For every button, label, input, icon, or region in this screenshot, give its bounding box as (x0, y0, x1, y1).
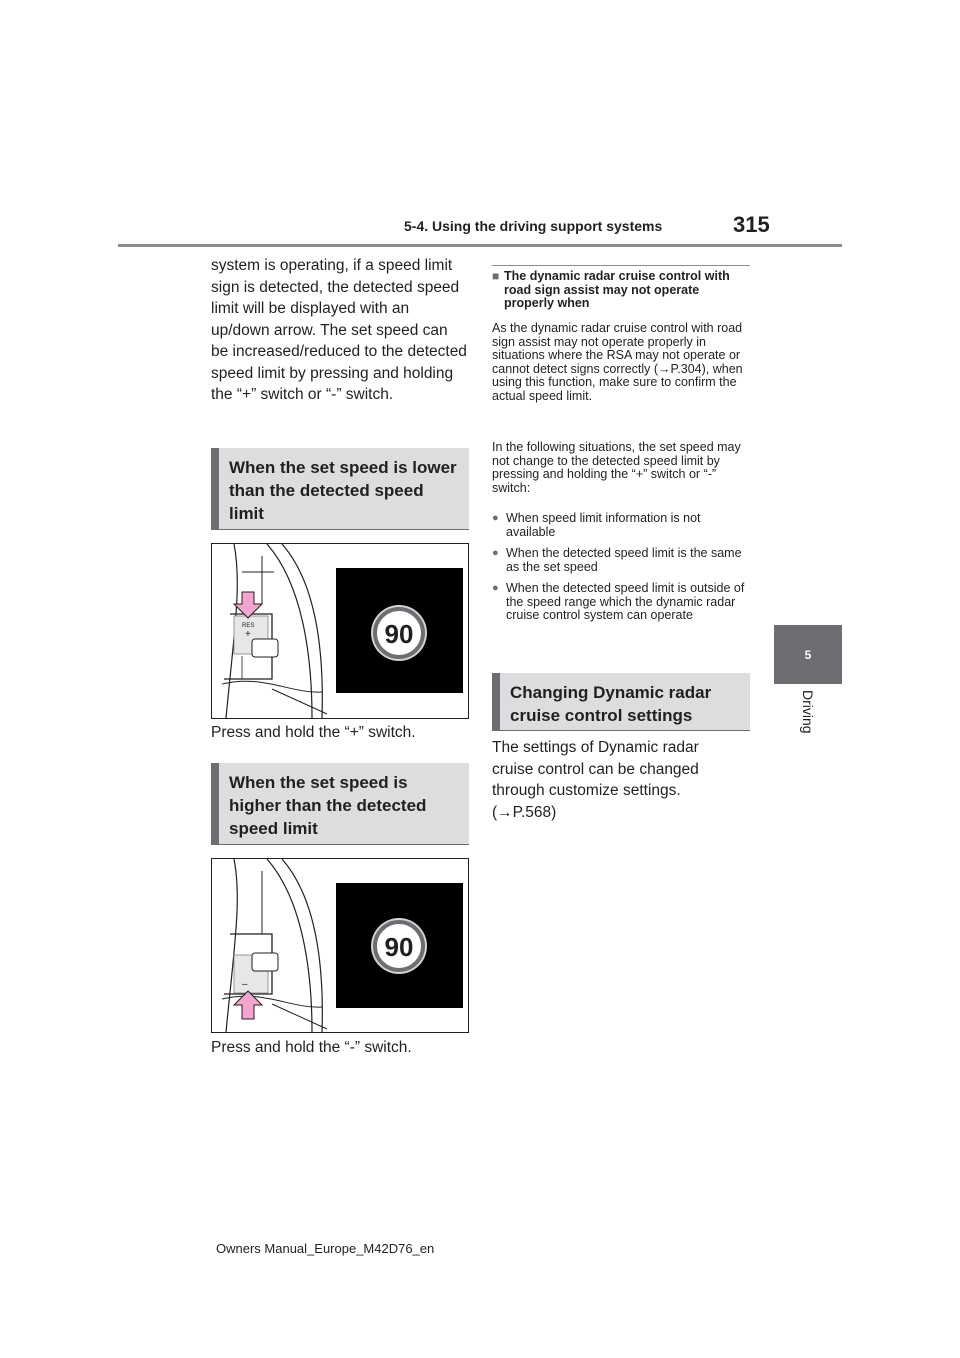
figure-plus-switch (211, 543, 469, 719)
page-number: 315 (733, 212, 770, 237)
subheading-marker: ■ (492, 269, 500, 283)
display-panel (336, 568, 463, 693)
heading-set-speed-higher-text: When the set speed is higher than the detected speed limit (229, 773, 427, 838)
bullet-text: When the detected speed limit is outside of the speed range which the dynamic radar cruise control system can operate (506, 581, 745, 622)
figure-minus-switch (211, 858, 469, 1033)
settings-paragraph: The settings of Dynamic radar cruise control can be changed through customize settings. (→P.568) (492, 739, 699, 821)
heading-changing-settings (492, 673, 750, 731)
paragraph-1: As the dynamic radar cruise control with road sign assist may not operate properly in situations where the RSA may not operate or cannot detect signs correctly (→P.304), when using this function, make sure to confirm the actual speed limit. (492, 321, 743, 403)
res-label: RES (242, 623, 255, 629)
list-item (492, 582, 748, 623)
up-arrow-icon (234, 991, 262, 1019)
chapter-label (780, 690, 836, 750)
bullet-icon: ● (492, 547, 499, 559)
speed-limit-sign-icon-2 (336, 883, 463, 1008)
list-item (492, 547, 748, 574)
heading-set-speed-higher (211, 763, 469, 845)
heading-changing-settings-text: Changing Dynamic radar cruise control settings (510, 683, 712, 725)
bullet-list (492, 512, 748, 623)
display-panel-2 (336, 883, 463, 1008)
intro-paragraph: system is operating, if a speed limit sign is detected, the detected speed limit will be displayed with an up/down arrow. The set speed can be increased/reduced to the detected speed limit by pressing and holding the “+” switch or “-” switch. (211, 257, 467, 403)
plus-label: + (245, 629, 251, 640)
list-item (492, 512, 748, 539)
caption-minus-switch: Press and hold the “-” switch. (211, 1039, 412, 1056)
header-rule (118, 244, 842, 247)
speed-limit-sign-icon (336, 568, 463, 693)
chapter-tab (774, 625, 842, 684)
minus-label: – (242, 979, 248, 990)
paragraph-2: In the following situations, the set speed may not change to the detected speed limit by pressing and holding the “+” switch or “-” switch: (492, 440, 741, 495)
subheading-row (492, 270, 750, 311)
section-title: 5-4. Using the driving support systems (404, 218, 663, 234)
subheading: The dynamic radar cruise control with road sign assist may not operate properly when (504, 269, 730, 310)
subheading-rule (492, 265, 750, 266)
caption-plus-switch: Press and hold the “+” switch. (211, 724, 416, 741)
bullet-text: When speed limit information is not available (506, 511, 701, 539)
speed-limit-value: 90 (384, 619, 414, 649)
chapter-number: 5 (804, 647, 812, 662)
speed-limit-value-2: 90 (384, 932, 414, 962)
bullet-text: When the detected speed limit is the same as the set speed (506, 546, 742, 574)
footer-text: Owners Manual_Europe_M42D76_en (216, 1241, 435, 1256)
bullet-icon: ● (492, 582, 499, 594)
heading-set-speed-lower-text: When the set speed is lower than the detected speed limit (229, 458, 457, 523)
chapter-label-text: Driving (800, 690, 816, 734)
bullet-icon: ● (492, 512, 499, 524)
heading-set-speed-lower (211, 448, 469, 530)
